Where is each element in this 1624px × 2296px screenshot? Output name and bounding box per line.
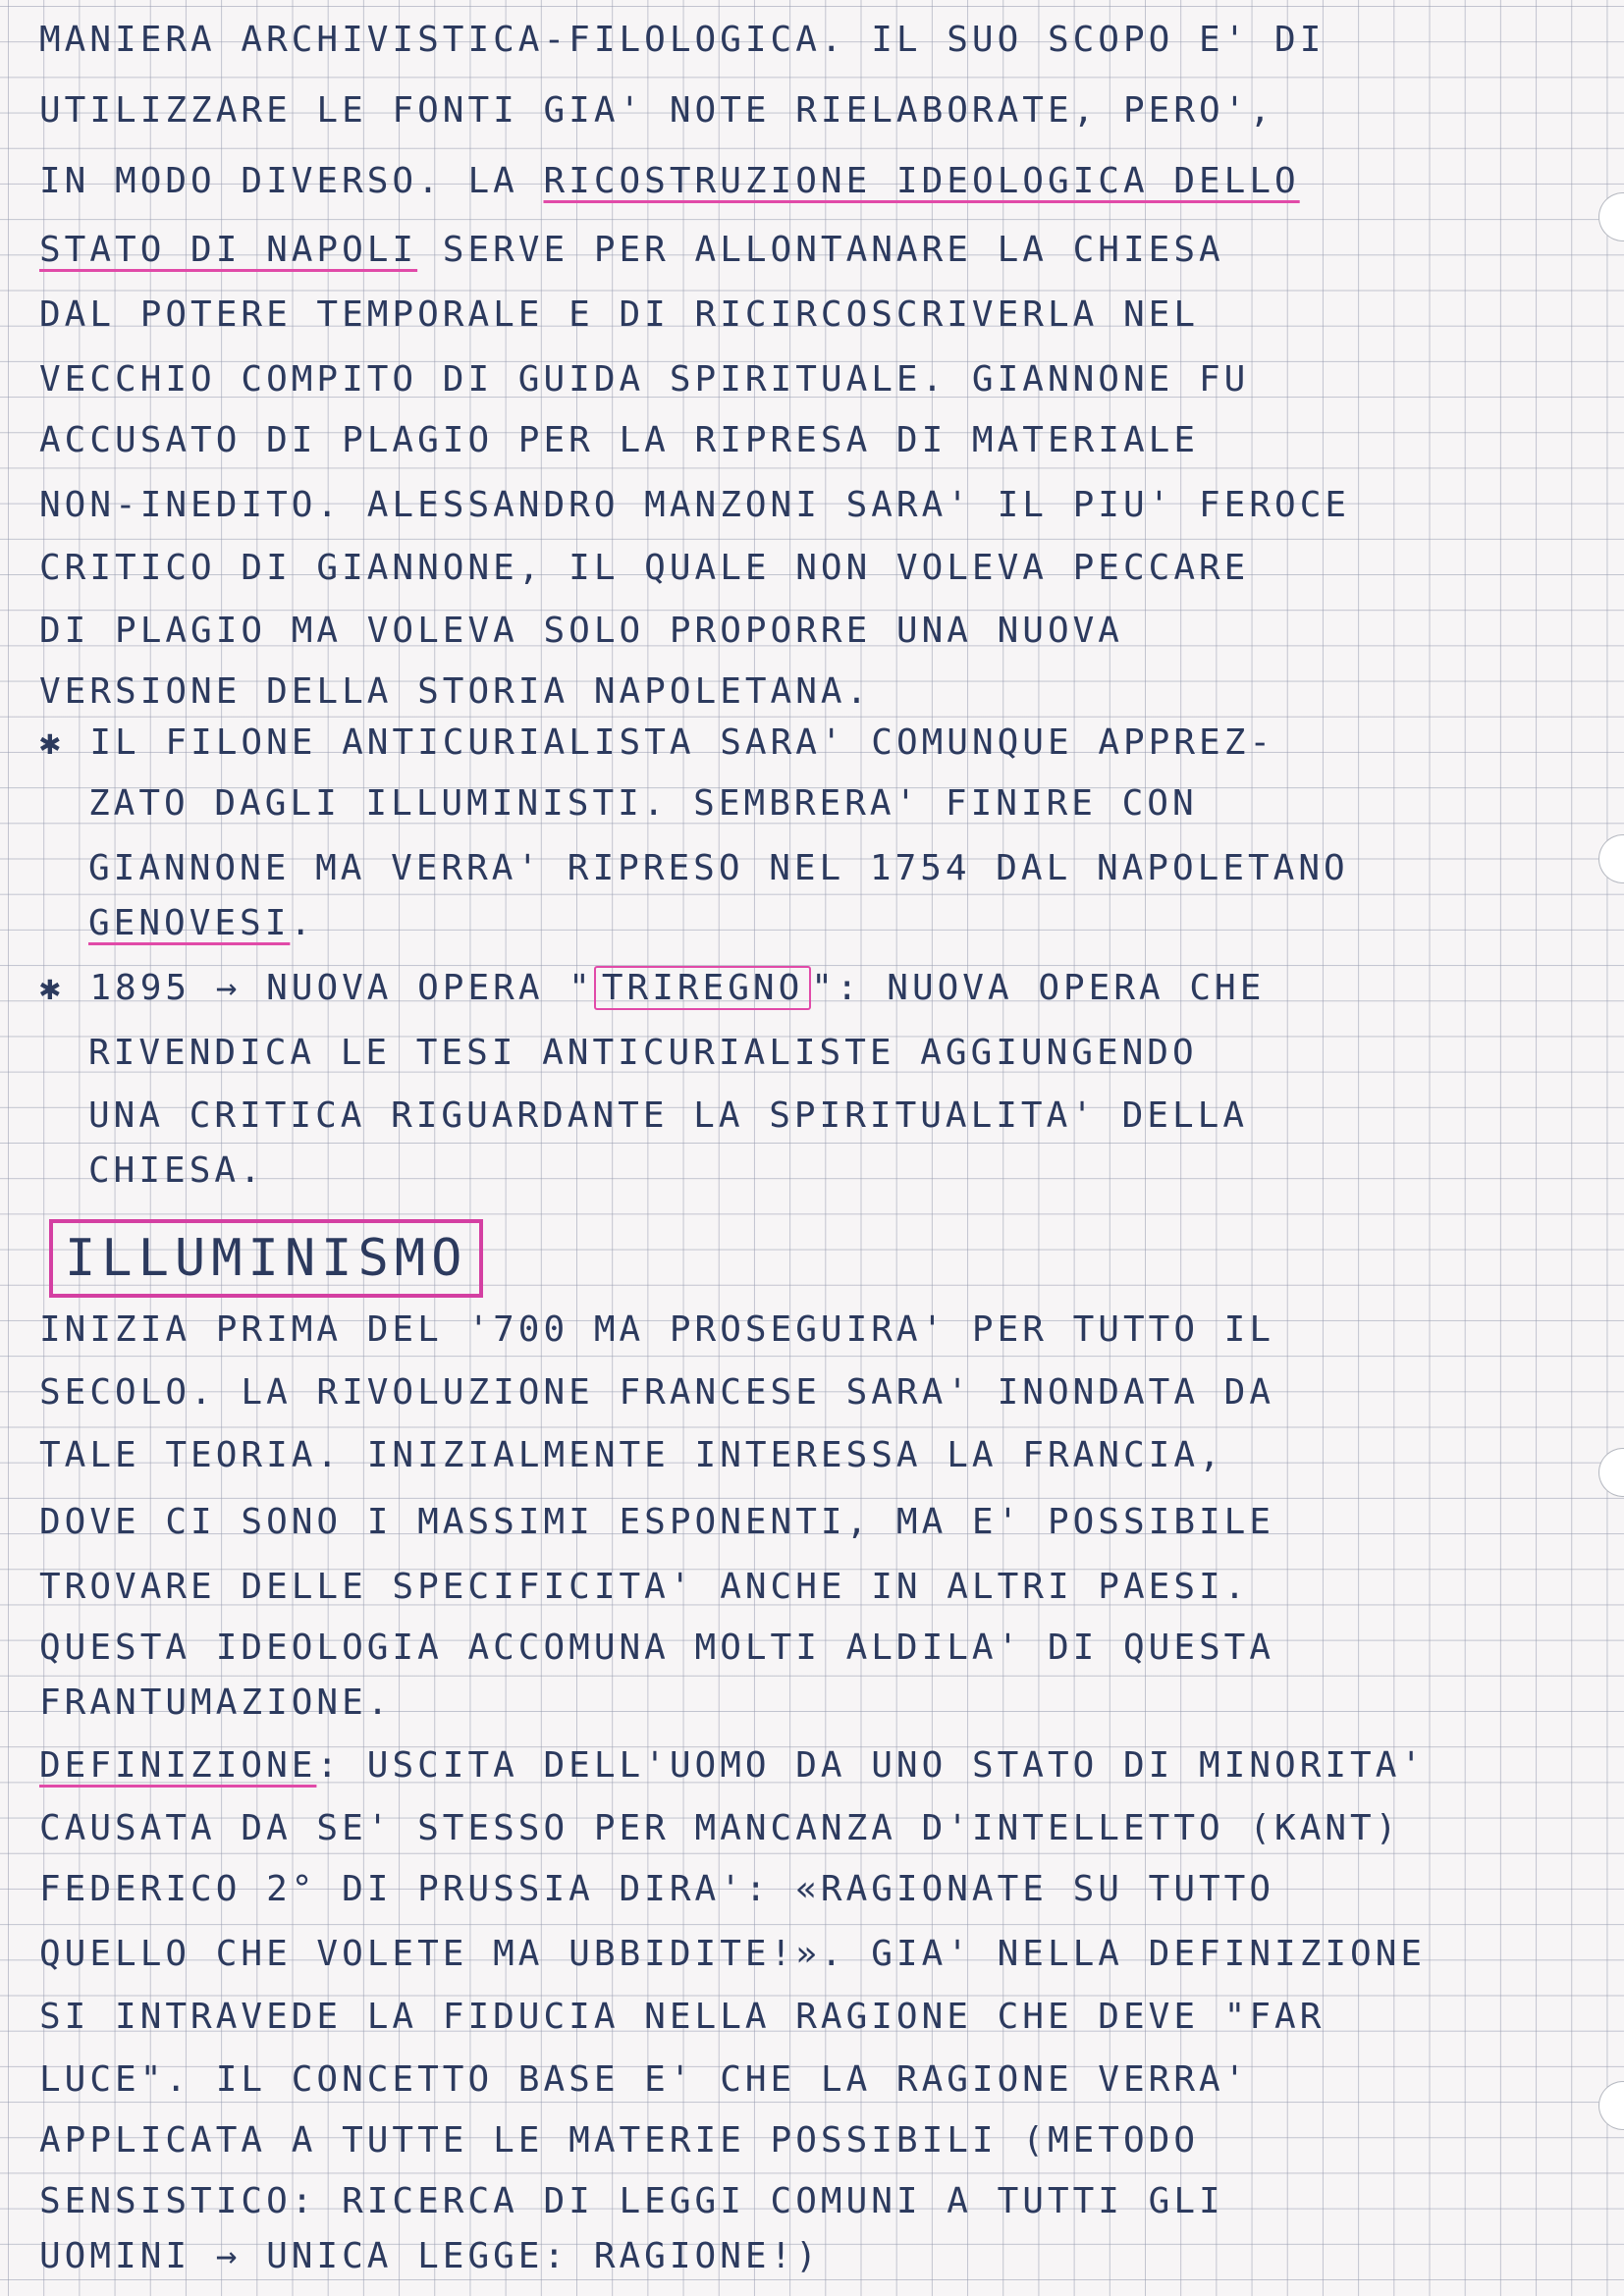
text-line — [39, 2173, 1551, 2230]
text-line — [39, 1675, 1551, 1732]
text-line — [39, 960, 1551, 1017]
line-text: FEDERICO 2° DI PRUSSIA DIRA': «RAGIONATE SU TUTTO — [39, 1869, 1275, 1909]
line-text: UTILIZZARE LE FONTI GIA' NOTE RIELABORATE, PERO', — [39, 90, 1275, 131]
line-text: 1895 → NUOVA OPERA " — [89, 968, 594, 1008]
text-line — [88, 1143, 1600, 1200]
text-line — [39, 1364, 1551, 1421]
highlighted-phrase: DEFINIZIONE — [39, 1745, 317, 1786]
line-text: ": NUOVA OPERA CHE — [811, 968, 1266, 1008]
line-text: APPLICATA A TUTTE LE MATERIE POSSIBILI (METODO — [39, 2120, 1199, 2161]
text-line — [88, 895, 1600, 952]
text-line — [39, 1494, 1551, 1551]
binder-hole — [1598, 192, 1624, 241]
line-text: VERSIONE DELLA STORIA NAPOLETANA. — [39, 671, 872, 712]
line-text: IL FILONE ANTICURIALISTA SARA' COMUNQUE APPREZ- — [89, 722, 1275, 763]
line-text: UOMINI → UNICA LEGGE: RAGIONE!) — [39, 2236, 821, 2276]
line-text: GIANNONE MA VERRA' RIPRESO NEL 1754 DAL NAPOLETANO — [88, 848, 1349, 888]
line-text: DAL POTERE TEMPORALE E DI RICIRCOSCRIVERLA NEL — [39, 294, 1199, 335]
line-text: CHIESA. — [88, 1150, 265, 1191]
text-line — [39, 2228, 1551, 2285]
text-line — [39, 1302, 1551, 1359]
text-line — [39, 351, 1551, 408]
text-line — [39, 540, 1551, 597]
line-text: VECCHIO COMPITO DI GUIDA SPIRITUALE. GIANNONE FU — [39, 359, 1250, 400]
asterisk-bullet-icon: ✱ — [39, 722, 65, 763]
text-line — [39, 715, 1551, 772]
line-text: UNA CRITICA RIGUARDANTE LA SPIRITUALITA' DELLA — [88, 1095, 1248, 1136]
text-line — [39, 477, 1551, 534]
text-line — [88, 1025, 1600, 1082]
text-line — [39, 12, 1551, 69]
line-text: CRITICO DI GIANNONE, IL QUALE NON VOLEVA PECCARE — [39, 548, 1250, 588]
text-line — [39, 1559, 1551, 1616]
line-text: ZATO DAGLI ILLUMINISTI. SEMBRERA' FINIRE CON — [88, 783, 1198, 824]
asterisk-bullet-icon: ✱ — [39, 968, 65, 1008]
highlighted-phrase: GENOVESI — [88, 903, 291, 943]
highlighted-phrase: RICOSTRUZIONE IDEOLOGICA DELLO — [543, 161, 1300, 201]
line-text: SENSISTICO: RICERCA DI LEGGI COMUNI A TUTTI GLI — [39, 2181, 1224, 2221]
text-line — [39, 287, 1551, 344]
binder-hole — [1598, 2081, 1624, 2130]
text-line — [39, 82, 1551, 139]
text-line — [39, 664, 1551, 721]
line-text: ACCUSATO DI PLAGIO PER LA RIPRESA DI MATERIALE — [39, 420, 1199, 460]
binder-hole — [1598, 1448, 1624, 1497]
line-text: QUESTA IDEOLOGIA ACCOMUNA MOLTI ALDILA' DI QUESTA — [39, 1628, 1275, 1668]
highlighted-phrase: STATO DI NAPOLI — [39, 230, 418, 270]
line-text: MANIERA ARCHIVISTICA-FILOLOGICA. IL SUO SCOPO E' DI — [39, 20, 1326, 60]
text-line — [39, 1861, 1551, 1918]
text-line — [39, 1800, 1551, 1857]
text-line — [88, 840, 1600, 897]
text-line — [39, 412, 1551, 469]
text-line — [39, 222, 1551, 279]
line-text: RIVENDICA LE TESI ANTICURIALISTE AGGIUNGENDO — [88, 1033, 1198, 1073]
line-text: DOVE CI SONO I MASSIMI ESPONENTI, MA E' POSSIBILE — [39, 1502, 1275, 1542]
line-text: SERVE PER ALLONTANARE LA CHIESA — [417, 230, 1224, 270]
text-line — [39, 1620, 1551, 1677]
line-text: : USCITA DELL'UOMO DA UNO STATO DI MINORITA' — [316, 1745, 1427, 1786]
text-line — [39, 2112, 1551, 2169]
line-text: INIZIA PRIMA DEL '700 MA PROSEGUIRA' PER TUTTO IL — [39, 1309, 1275, 1350]
line-text: IN MODO DIVERSO. LA — [39, 161, 544, 201]
line-text: CAUSATA DA SE' STESSO PER MANCANZA D'INTELLETTO (KANT) — [39, 1808, 1401, 1848]
text-line — [39, 1926, 1551, 1983]
text-line — [39, 2052, 1551, 2109]
line-text: LUCE". IL CONCETTO BASE E' CHE LA RAGIONE VERRA' — [39, 2059, 1250, 2100]
text-line — [88, 775, 1600, 832]
line-text: NON-INEDITO. ALESSANDRO MANZONI SARA' IL PIU' FEROCE — [39, 485, 1351, 525]
text-line — [39, 1427, 1551, 1484]
line-text: QUELLO CHE VOLETE MA UBBIDITE!». GIA' NELLA DEFINIZIONE — [39, 1934, 1427, 1974]
line-text: DI PLAGIO MA VOLEVA SOLO PROPORRE UNA NUOVA — [39, 611, 1123, 651]
line-text: TALE TEORIA. INIZIALMENTE INTERESSA LA FRANCIA, — [39, 1435, 1224, 1475]
boxed-phrase: TRIREGNO — [594, 966, 811, 1010]
section-heading-box: ILLUMINISMO — [49, 1219, 483, 1298]
text-line — [88, 1088, 1600, 1145]
text-line — [39, 1989, 1551, 2046]
binder-hole — [1598, 834, 1624, 883]
text-line — [39, 603, 1551, 660]
text-line — [39, 1737, 1551, 1794]
line-text: SI INTRAVEDE LA FIDUCIA NELLA RAGIONE CHE DEVE "FAR — [39, 1997, 1326, 2037]
text-line — [39, 153, 1551, 210]
line-text: FRANTUMAZIONE. — [39, 1682, 393, 1723]
line-text: . — [290, 903, 316, 943]
line-text: TROVARE DELLE SPECIFICITA' ANCHE IN ALTRI PAESI. — [39, 1567, 1250, 1607]
line-text: SECOLO. LA RIVOLUZIONE FRANCESE SARA' INONDATA DA — [39, 1372, 1275, 1413]
